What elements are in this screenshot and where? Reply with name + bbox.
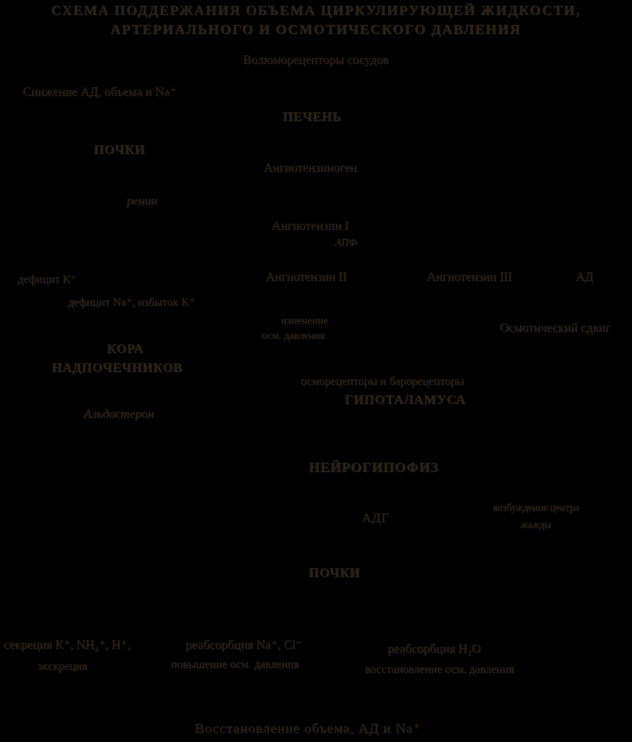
outcome-label: Восстановление объема, АД и Na⁺ [195, 722, 422, 737]
k-deficit-label: дефицит К⁺ [18, 274, 77, 286]
angiotensin-iii-node: Ангиотензин III [427, 270, 513, 284]
hypothalamus-node-line2: ГИПОТАЛАМУСА [345, 392, 467, 407]
angiotensinogen-node: Ангиотензиноген [264, 161, 358, 175]
effect-secretion-line2: экскреция [38, 661, 88, 673]
na-deficit-label: дефицит Na⁺, избыток К⁺ [68, 297, 196, 309]
trigger-label: Снижение АД, объема и Na⁺ [23, 85, 177, 99]
volumoreceptors-label: Волюморецепторы сосудов [243, 53, 389, 67]
kidneys-node-top: ПОЧКИ [94, 142, 146, 157]
adrenal-cortex-node-line2: НАДПОЧЕЧНИКОВ [52, 360, 183, 375]
effect-reabsorption-na-line2: повышение осм. давления [171, 659, 300, 671]
kidneys-node-bottom: ПОЧКИ [309, 565, 361, 580]
effect-reabsorption-h2o-line2: восстановление осм. давления [365, 664, 515, 676]
thirst-center-label-line1: возбуждение центра [493, 503, 580, 514]
angiotensin-i-node: Ангиотензин I [272, 219, 349, 233]
effect-reabsorption-h2o-line1: реабсорбция Н₂О [388, 642, 481, 656]
thirst-center-label-line2: жажды [521, 520, 552, 531]
adh-node: АДГ [362, 510, 390, 525]
osmotic-shift-label: Осмотический сдвиг [500, 321, 611, 335]
diagram-title-line2: АРТЕРИАЛЬНОГО И ОСМОТИЧЕСКОГО ДАВЛЕНИЯ [110, 23, 522, 38]
neurohypophysis-node: НЕЙРОГИПОФИЗ [309, 461, 439, 476]
hypothalamus-node-line1: осморецепторы и барорецепторы [301, 376, 465, 388]
effect-secretion-line1: секреция К⁺, NH₄⁺, Н⁺, [4, 638, 131, 652]
renin-label: ренин [127, 194, 158, 208]
bp-node: АД [576, 270, 594, 284]
osm-change-label-line1: изменение [281, 316, 329, 327]
adrenal-cortex-node-line1: КОРА [107, 341, 144, 356]
diagram-title-line1: СХЕМА ПОДДЕРЖАНИЯ ОБЪЕМА ЦИРКУЛИРУЮЩЕЙ ЖИДКОСТИ, [51, 4, 581, 19]
aldosterone-label: Альдостерон [84, 407, 155, 421]
liver-node: ПЕЧЕНЬ [283, 109, 342, 124]
osm-change-label-line2: осм. давления [262, 331, 325, 342]
angiotensin-ii-node: Ангиотензин II [266, 270, 348, 284]
effect-reabsorption-na-line1: реабсорбция Na⁺, Cl⁻ [186, 638, 303, 652]
ace-label: АПФ [335, 238, 358, 249]
